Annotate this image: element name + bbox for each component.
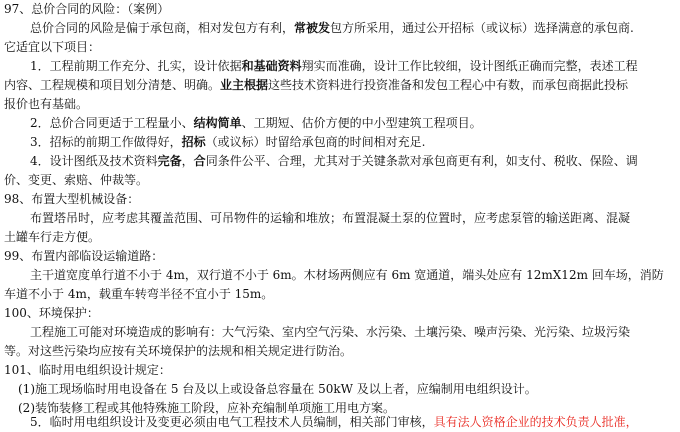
doc-line-1 xyxy=(0,0,680,19)
line-text: 等。对这些污染均应按有关环境保护的法规和相关规定进行防治。 xyxy=(4,344,353,358)
doc-line-18 xyxy=(0,323,680,342)
doc-line-23 xyxy=(0,413,680,432)
line-text: 车道不小于 4m，载重车转弯半径不宜小于 15m。 xyxy=(4,287,274,301)
line-text: 1．工程前期工作充分、扎实，设计依据 xyxy=(30,59,242,73)
doc-line-7 xyxy=(0,114,680,133)
line-text: 包方所采用，通过公开招标（或议标）选择满意的承包商. xyxy=(330,21,634,35)
line-text: (1)施工现场临时用电设备在 5 台及以上或设备总容量在 50kW 及以上者，应编制用电组织设计。 xyxy=(18,382,537,396)
line-text: 它适宜以下项目： xyxy=(4,40,101,54)
doc-line-10 xyxy=(0,171,680,190)
line-text: 101、临时用电组织设计规定： xyxy=(4,363,171,377)
line-text: 同条件公平、合理，尤其对于关键条款对承包商更有利，如支付、税收、保险、调 xyxy=(205,154,638,168)
doc-line-6 xyxy=(0,95,680,114)
line-text: 价、变更、索赔、仲裁等。 xyxy=(4,173,149,187)
doc-line-13 xyxy=(0,228,680,247)
line-text: (2)装饰装修工程或其他特殊施工阶段，应补充编制单项施工用电方案。 xyxy=(18,401,396,415)
doc-line-17 xyxy=(0,304,680,323)
line-text: 布置塔吊时，应考虑其覆盖范围、可吊物件的运输和堆放；布置混凝土泵的位置时，应考虑泵管的输送距离、混凝 xyxy=(30,211,631,225)
line-text: ， xyxy=(181,154,194,168)
doc-line-3 xyxy=(0,38,680,57)
highlighted-text: 具有法人资格企业的技术负责人批准， xyxy=(433,415,638,429)
line-text: 4．设计图纸及技术资料 xyxy=(30,154,158,168)
line-text: 97、总价合同的风险：（案例） xyxy=(4,2,170,16)
line-text: 内容、工程规模和项目划分清楚、明确。 xyxy=(4,78,221,92)
doc-line-21 xyxy=(0,380,680,399)
line-text: 报价也有基础。 xyxy=(4,97,89,111)
doc-line-5 xyxy=(0,76,680,95)
doc-line-2 xyxy=(0,19,680,38)
bold-text: 和基础资料 xyxy=(241,59,302,73)
doc-line-20 xyxy=(0,361,680,380)
line-text: 这些技术资料进行投资准备和发包工程心中有数，而承包商据此投标 xyxy=(268,78,629,92)
bold-text: 招标 xyxy=(181,135,206,149)
line-text: 工程施工可能对环境造成的影响有：大气污染、室内空气污染、水污染、土壤污染、噪声污染、光污染、垃圾污染 xyxy=(30,325,631,339)
line-text: 土罐车行走方便。 xyxy=(4,230,101,244)
line-text: 98、布置大型机械设备： xyxy=(4,192,140,206)
line-text: 2．总价合同更适于工程量小、 xyxy=(30,116,194,130)
doc-line-4 xyxy=(0,57,680,76)
line-text: 总价合同的风险是偏于承包商，相对发包方有利， xyxy=(30,21,295,35)
line-text: 翔实而准确，设计工作比较细，设计图纸正确而完整，表述工程 xyxy=(301,59,638,73)
doc-line-11 xyxy=(0,190,680,209)
bold-text: 合 xyxy=(193,154,206,168)
line-text: 、工期短、估价方便的中小型建筑工程项目。 xyxy=(241,116,482,130)
doc-line-15 xyxy=(0,266,680,285)
bold-text: 完备 xyxy=(157,154,182,168)
line-text: （或议标）时留给承包商的时间相对充足. xyxy=(205,135,426,149)
doc-line-19 xyxy=(0,342,680,361)
doc-line-16 xyxy=(0,285,680,304)
doc-line-14 xyxy=(0,247,680,266)
line-text: 5．临时用电组织设计及变更必须由电气工程技术人员编制，相关部门审核， xyxy=(30,415,434,429)
doc-line-9 xyxy=(0,152,680,171)
doc-line-8 xyxy=(0,133,680,152)
bold-text: 业主根据 xyxy=(220,78,269,92)
line-text: 100、环境保护： xyxy=(4,306,99,320)
line-text: 主干道宽度单行道不小于 4m，双行道不小于 6m。木材场两侧应有 6m 宽通道，端头处应有 12mX12m 回车场，消防 xyxy=(30,268,664,282)
line-text: 99、布置内部临设运输道路： xyxy=(4,249,164,263)
line-text: 3．招标的前期工作做得好， xyxy=(30,135,182,149)
bold-text: 常被发 xyxy=(294,21,331,35)
doc-line-12 xyxy=(0,209,680,228)
bold-text: 结构简单 xyxy=(193,116,242,130)
